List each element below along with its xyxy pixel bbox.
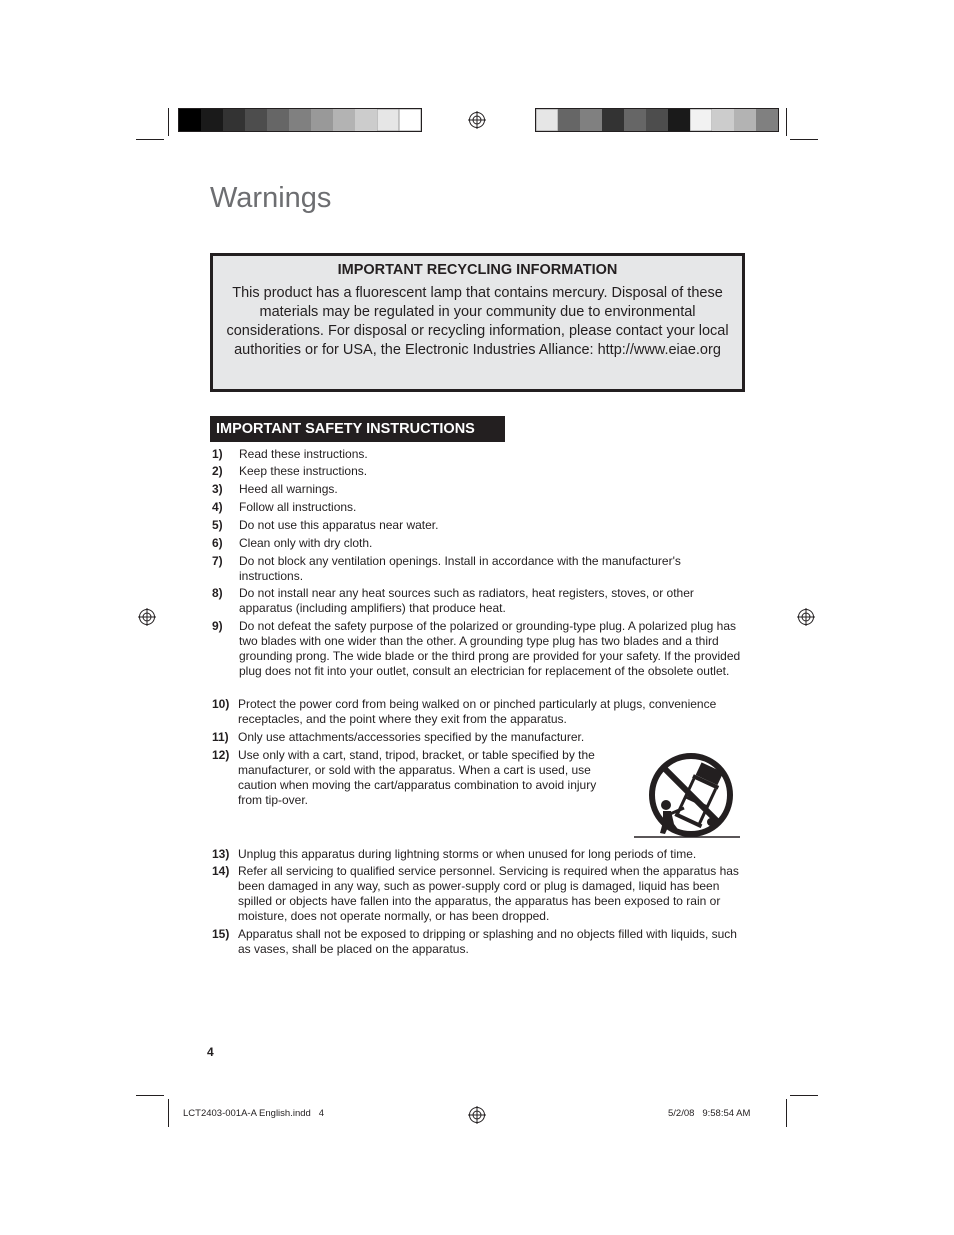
registration-mark-icon [468,1106,486,1124]
item-text: Use only with a cart, stand, tripod, bracket, or table specified by the manufacturer, or sold with the apparatus. When a cart is used, use caution when moving the cart/apparatus combination to avoid injury from tip-over. [238,748,597,807]
crop-mark [786,108,787,136]
crop-mark [136,139,164,140]
list-item [212,518,742,533]
item-text: Do not use this apparatus near water. [239,518,439,532]
item-number: 13) [212,847,230,861]
item-number: 12) [212,748,230,762]
color-bar-right [535,108,779,132]
item-text: Protect the power cord from being walked on or pinched particularly at plugs, convenience receptacles, and the point where they exit from the apparatus. [238,697,717,726]
item-number: 5) [212,518,223,532]
list-item [212,748,616,808]
item-text: Heed all warnings. [239,482,338,496]
color-swatch [267,109,289,131]
item-text: Apparatus shall not be exposed to dripping or splashing and no objects filled with liquids, such as vases, shall be placed on the apparatus. [238,927,737,956]
item-text: Do not defeat the safety purpose of the polarized or grounding-type plug. A polarized plug has two blades with one wider than the other. A grounding type plug has two blades and a third grounding prong. The wide blade or the third prong are provided for your safety. If the provided plug does not fit into your outlet, consult an electrician for replacement of the obsolete outlet. [239,619,741,678]
list-item [212,697,742,727]
color-swatch [756,109,778,131]
item-number: 8) [212,586,223,600]
list-item [212,500,742,515]
list-item [212,536,742,551]
registration-mark-icon [468,111,486,129]
slug-timestamp: 5/2/08 9:58:54 AM [668,1108,751,1119]
color-swatch [201,109,223,131]
item-number: 6) [212,536,223,550]
safety-instructions-heading: IMPORTANT SAFETY INSTRUCTIONS [210,416,505,442]
color-swatch [668,109,690,131]
crop-mark [790,1095,818,1096]
registration-mark-icon [797,608,815,626]
color-swatch [377,109,399,131]
item-number: 10) [212,697,230,711]
color-swatch [355,109,377,131]
list-item [212,927,742,957]
list-item [212,619,742,679]
item-text: Follow all instructions. [239,500,357,514]
list-item [212,482,742,497]
item-number: 4) [212,500,223,514]
list-item [212,586,742,616]
crop-mark [136,1095,164,1096]
cart-tip-over-warning-icon [634,752,740,840]
color-swatch [399,109,421,131]
crop-mark [168,1099,169,1127]
color-swatch [690,109,712,131]
color-swatch [602,109,624,131]
item-number: 14) [212,864,230,878]
color-swatch [245,109,267,131]
item-text: Clean only with dry cloth. [239,536,373,550]
item-number: 1) [212,447,223,461]
color-swatch [311,109,333,131]
color-swatch [624,109,646,131]
recycling-body: This product has a fluorescent lamp that contains mercury. Disposal of these materials may be regulated in your community due to environmental considerations. For disposal or recycling information, please contact your local authorities or for USA, the Electronic Industries Alliance: http://www.eiae.org [226,285,729,358]
recycling-heading: IMPORTANT RECYCLING INFORMATION [337,262,618,278]
list-item [212,847,742,862]
list-item [212,464,742,479]
item-text: Refer all servicing to qualified service personnel. Servicing is required when the apparatus has been damaged in any way, such as power-supply cord or plug is damaged, liquid has been spilled or objects have fallen into the apparatus, the apparatus has been exposed to rain or moisture, does not operate normally, or has been dropped. [238,864,739,923]
item-number: 2) [212,464,223,478]
item-text: Keep these instructions. [239,464,368,478]
item-text: Read these instructions. [239,447,368,461]
list-item [212,447,742,462]
item-number: 9) [212,619,223,633]
item-number: 7) [212,554,223,568]
color-swatch [734,109,756,131]
crop-mark [790,139,818,140]
page-title: Warnings [210,182,332,214]
recycling-info-box [210,253,745,392]
color-bar-left [178,108,422,132]
registration-mark-icon [138,608,156,626]
slug-filename: LCT2403-001A-A English.indd 4 [183,1108,325,1119]
list-item [212,554,742,584]
item-number: 3) [212,482,223,496]
color-swatch [580,109,602,131]
color-swatch [289,109,311,131]
crop-mark [786,1099,787,1127]
color-swatch [333,109,355,131]
color-swatch [712,109,734,131]
item-number: 11) [212,730,229,744]
item-text: Do not install near any heat sources such as radiators, heat registers, stoves, or other apparatus (including amplifiers) that produce heat. [239,586,694,615]
list-item [212,864,742,924]
color-swatch [558,109,580,131]
color-swatch [223,109,245,131]
item-text: Only use attachments/accessories specified by the manufacturer. [238,730,585,744]
item-number: 15) [212,927,230,941]
item-text: Unplug this apparatus during lightning storms or when unused for long periods of time. [238,847,697,861]
color-swatch [179,109,201,131]
page-number: 4 [207,1045,214,1059]
color-swatch [536,109,558,131]
crop-mark [168,108,169,136]
color-swatch [646,109,668,131]
item-text: Do not block any ventilation openings. Install in accordance with the manufacturer's instructions. [239,554,681,583]
list-item [212,730,742,745]
